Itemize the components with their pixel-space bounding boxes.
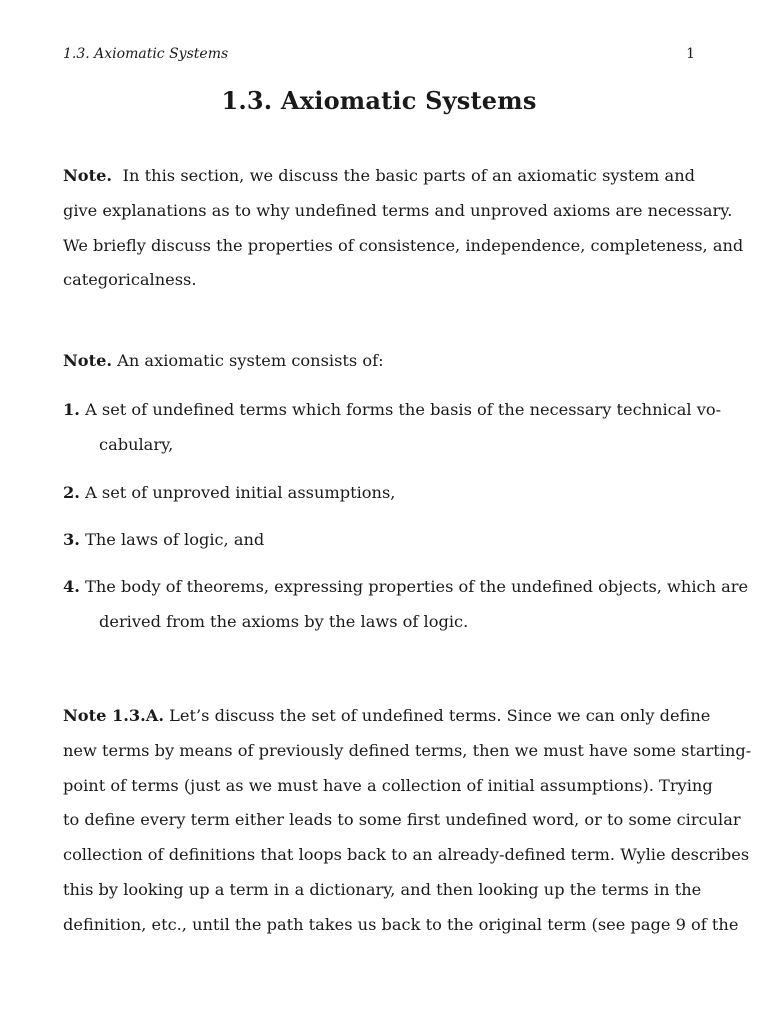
list-text: A set of unproved initial assumptions, [85,483,396,502]
note-line: Let’s discuss the set of undefined terms. Since we can only define [169,706,711,725]
list-text: The laws of logic, and [85,530,265,549]
note-line: We briefly discuss the properties of consistence, independence, completeness, and [63,235,744,255]
list-item-2 [63,476,695,511]
note-line: definition, etc., until the path takes us back to the original term (see page 9 of the [63,914,739,934]
note-line: to define every term either leads to some first undefined word, or to some circular [63,810,741,830]
running-header [63,46,695,66]
section-title: 1.3. Axiomatic Systems [221,86,537,115]
note-1-3-a-paragraph [63,699,752,943]
list-text: A set of undefined terms which forms the basis of the necessary technical vo- [85,400,722,419]
note-line: new terms by means of previously defined terms, then we must have some starting- [63,740,752,760]
axiomatic-system-note [63,344,695,379]
note-line: this by looking up a term in a dictionary, and then looking up the terms in the [63,879,702,899]
list-text-continued: derived from the axioms by the laws of logic. [99,611,469,631]
note-line: point of terms (just as we must have a collection of initial assumptions). Trying [63,775,713,795]
note-label: Note 1.3.A. [63,706,164,725]
list-number: 4. [63,577,80,596]
note-line: give explanations as to why undefined terms and unproved axioms are necessary. [63,200,733,220]
running-title: 1.3. Axiomatic Systems [63,46,229,62]
list-text: The body of theorems, expressing properties of the undefined objects, which are [85,577,749,596]
note-label: Note. [63,166,113,185]
page-number: 1 [686,46,695,62]
intro-note-paragraph [63,159,744,298]
list-text-continued: cabulary, [99,434,174,454]
note-text: An axiomatic system consists of: [117,351,384,370]
note-line: In this section, we discuss the basic parts of an axiomatic system and [122,166,695,185]
list-item-4 [63,570,749,640]
list-item-1 [63,393,722,463]
document-page [63,0,752,1024]
note-label: Note. [63,351,113,370]
list-number: 3. [63,530,80,549]
note-line: collection of definitions that loops back to an already-defined term. Wylie describes [63,845,750,865]
list-item-3 [63,523,695,558]
list-number: 1. [63,400,80,419]
note-line: categoricalness. [63,270,197,290]
list-number: 2. [63,483,80,502]
